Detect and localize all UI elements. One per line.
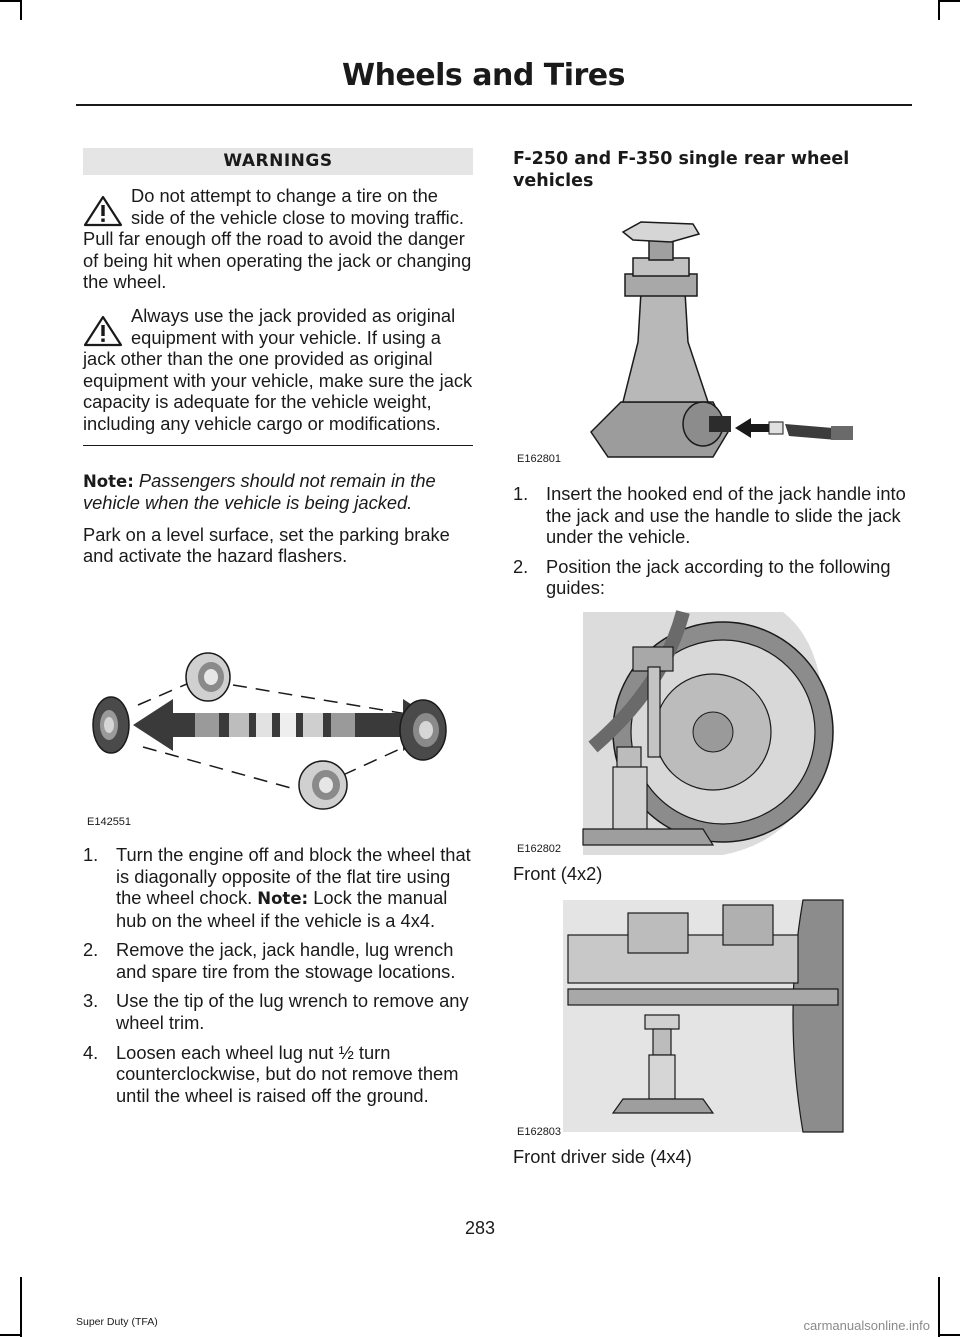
warnings-heading: WARNINGS: [83, 148, 473, 175]
note-paragraph: [83, 470, 473, 514]
list-item: [83, 844, 473, 931]
step-text: Loosen each wheel lug nut ½ turn counterclockwise, but do not remove them until the wheel is raised off the ground.: [116, 1041, 459, 1106]
note-text: Passengers should not remain in the vehicle when the vehicle is being jacked.: [83, 469, 436, 514]
step-number: 1.: [513, 483, 529, 504]
left-steps-list: [83, 844, 473, 1107]
crop-mark: [938, 1277, 940, 1337]
warning-item: [83, 185, 473, 293]
figure-code: E162801: [517, 453, 562, 465]
wheel-chock-illustration: [83, 615, 473, 815]
step-text: Insert the hooked end of the jack handle into the jack and use the handle to slide the jack under the vehicle.: [546, 483, 906, 548]
section-title: F-250 and F-350 single rear wheel vehicles: [513, 149, 850, 191]
step-number: 3.: [83, 990, 99, 1012]
park-paragraph: Park on a level surface, set the parking brake and activate the hazard flashers.: [83, 523, 450, 567]
note-label: Note:: [83, 471, 134, 491]
list-item: [83, 990, 473, 1033]
crop-mark: [20, 1277, 22, 1337]
step-text: Remove the jack, jack handle, lug wrench and spare tire from the stowage locations.: [116, 939, 456, 982]
watermark: carmanualsonline.info: [803, 1318, 930, 1333]
front-4x4-illustration: [513, 895, 906, 1140]
step-text: Use the tip of the lug wrench to remove any wheel trim.: [116, 990, 469, 1034]
warning-text: Do not attempt to change a tire on the side of the vehicle close to moving traffic. Pull far enough off the road to avoid the danger of being hit when operating the jack or changing the wheel.: [83, 185, 472, 293]
crop-mark: [0, 0, 20, 2]
figure-caption: Front (4x2): [513, 862, 603, 884]
figure-code: E142551: [87, 815, 132, 828]
figure-code: E162802: [517, 842, 562, 855]
crop-mark: [0, 1334, 20, 1336]
front-4x4-figure: [513, 895, 906, 1140]
list-item: [513, 483, 906, 548]
step-note-text: Lock the manual hub on the wheel if the vehicle is a 4x4.: [116, 887, 448, 931]
crop-mark: [940, 0, 960, 2]
list-item: [513, 556, 906, 599]
page-title: Wheels and Tires: [342, 58, 625, 93]
warning-text: Always use the jack provided as original equipment with your vehicle. If using a jack other than the one provided as original equipment with your vehicle, make sure the jack capacity is adequate for the vehicle weight, including any vehicle cargo or modifications.: [83, 304, 473, 434]
step-text: Position the jack according to the following guides:: [546, 555, 891, 599]
step-number: 2.: [83, 939, 99, 961]
list-item: [83, 939, 473, 982]
right-steps-list: [513, 483, 906, 599]
step-number: 4.: [83, 1041, 99, 1063]
step-number: 2.: [513, 555, 529, 577]
right-column: [513, 148, 906, 1168]
front-4x2-figure: [513, 607, 906, 857]
step-number: 1.: [83, 843, 99, 865]
front-4x2-illustration: [513, 607, 906, 857]
crop-mark: [940, 1334, 960, 1336]
crop-mark: [938, 0, 940, 20]
left-column: [83, 148, 473, 1114]
warnings-divider: [83, 435, 473, 446]
warning-triangle-icon: [83, 195, 123, 227]
jack-illustration: [513, 202, 906, 462]
crop-mark: [20, 0, 22, 20]
warning-item: [83, 305, 473, 435]
jack-figure: [513, 202, 906, 467]
figure-caption: Front driver side (4x4): [513, 1145, 692, 1167]
figure-code: E162803: [517, 1125, 562, 1138]
footer-model: Super Duty (TFA): [76, 1316, 158, 1328]
page-number: 283: [464, 1218, 496, 1238]
header-divider: [76, 104, 912, 106]
list-item: [83, 1042, 473, 1107]
note-label: Note:: [257, 889, 309, 909]
step-text: Turn the engine off and block the wheel that is diagonally opposite of the flat tire using the wheel chock.: [116, 843, 471, 909]
warning-triangle-icon: [83, 315, 123, 347]
wheel-chock-figure: [83, 615, 473, 830]
